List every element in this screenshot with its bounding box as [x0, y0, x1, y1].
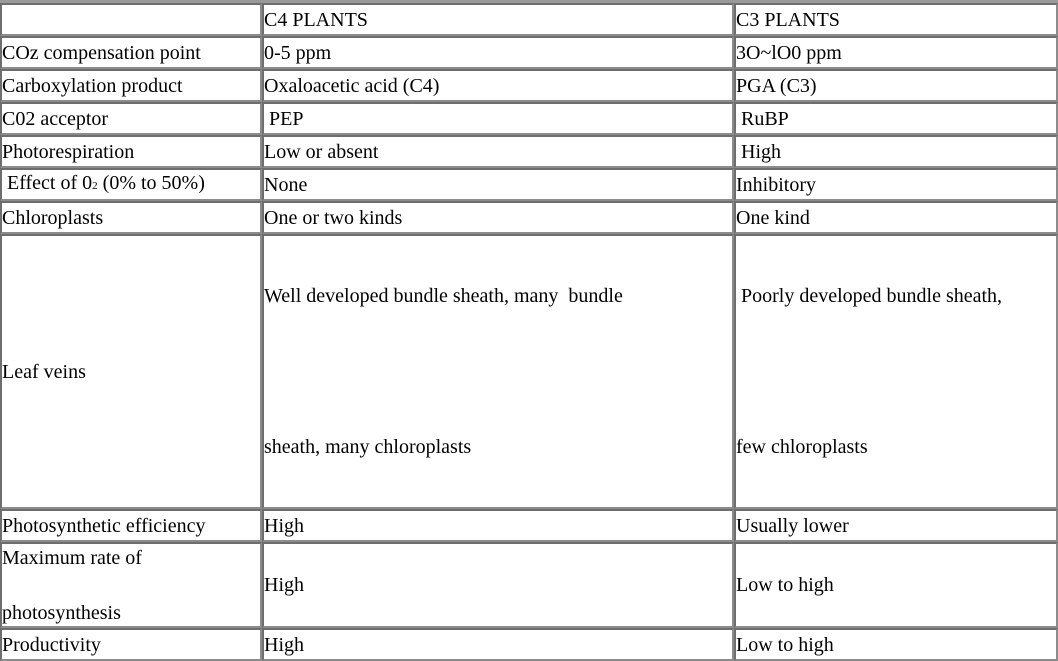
c3-cell: Low to high	[734, 542, 1058, 628]
c4-cell: 0-5 ppm	[262, 36, 734, 69]
c3-cell: Low to high	[734, 628, 1058, 661]
c4-cell-line: Well developed bundle sheath, many bundle	[264, 285, 623, 307]
c4-cell	[262, 234, 734, 509]
header-cell-c4: C4 PLANTS	[262, 3, 734, 36]
table-header-row	[0, 3, 1058, 36]
feature-cell: COz compensation point	[0, 36, 262, 69]
feature-cell: Photosynthetic efficiency	[0, 509, 262, 542]
c3-cell: Usually lower	[734, 509, 1058, 542]
feature-cell: C02 acceptor	[0, 102, 262, 135]
feature-cell	[0, 542, 262, 628]
c4-cell: One or two kinds	[262, 201, 734, 234]
table-row	[0, 542, 1058, 628]
line-gap	[2, 570, 260, 601]
c4-cell-line: sheath, many chloroplasts	[264, 436, 472, 458]
c4-cell: None	[262, 168, 734, 201]
table-row	[0, 36, 1058, 69]
header-cell-c3: C3 PLANTS	[734, 3, 1058, 36]
table-row	[0, 69, 1058, 102]
c3-cell: PGA (C3)	[734, 69, 1058, 102]
feature-cell-line: Maximum rate of	[2, 546, 142, 569]
table-row	[0, 168, 1058, 201]
table-row	[0, 135, 1058, 168]
feature-cell: Photorespiration	[0, 135, 262, 168]
feature-cell: Carboxylation product	[0, 69, 262, 102]
feature-cell-line: photosynthesis	[2, 601, 121, 624]
c3-cell: One kind	[734, 201, 1058, 234]
c3-cell-line: few chloroplasts	[736, 436, 868, 458]
feature-text: (0% to 50%)	[97, 172, 205, 194]
header-cell-feature	[0, 3, 262, 36]
c3-cell: High	[734, 135, 1058, 168]
table-row	[0, 102, 1058, 135]
c3-cell	[734, 234, 1058, 509]
table-row	[0, 509, 1058, 542]
c4-cell: High	[262, 509, 734, 542]
c3-cell: RuBP	[734, 102, 1058, 135]
c3-cell: Inhibitory	[734, 168, 1058, 201]
table-row	[0, 201, 1058, 234]
c4-cell: PEP	[262, 102, 734, 135]
c4-c3-comparison-table	[0, 3, 1058, 661]
table-row	[0, 234, 1058, 509]
line-gap	[264, 356, 732, 387]
feature-cell: Productivity	[0, 628, 262, 661]
feature-cell: Chloroplasts	[0, 201, 262, 234]
feature-cell	[0, 168, 262, 201]
c4-cell: High	[262, 542, 734, 628]
c4-cell: Low or absent	[262, 135, 734, 168]
c4-cell: Oxaloacetic acid (C4)	[262, 69, 734, 102]
line-gap	[736, 356, 1056, 387]
c3-cell: 3O~lO0 ppm	[734, 36, 1058, 69]
c4-cell: High	[262, 628, 734, 661]
feature-cell: Leaf veins	[0, 234, 262, 509]
table-row	[0, 628, 1058, 661]
subscript-text: 2	[92, 180, 98, 192]
c3-cell-line: Poorly developed bundle sheath,	[736, 285, 1003, 307]
feature-text: Effect of 0	[2, 172, 93, 194]
